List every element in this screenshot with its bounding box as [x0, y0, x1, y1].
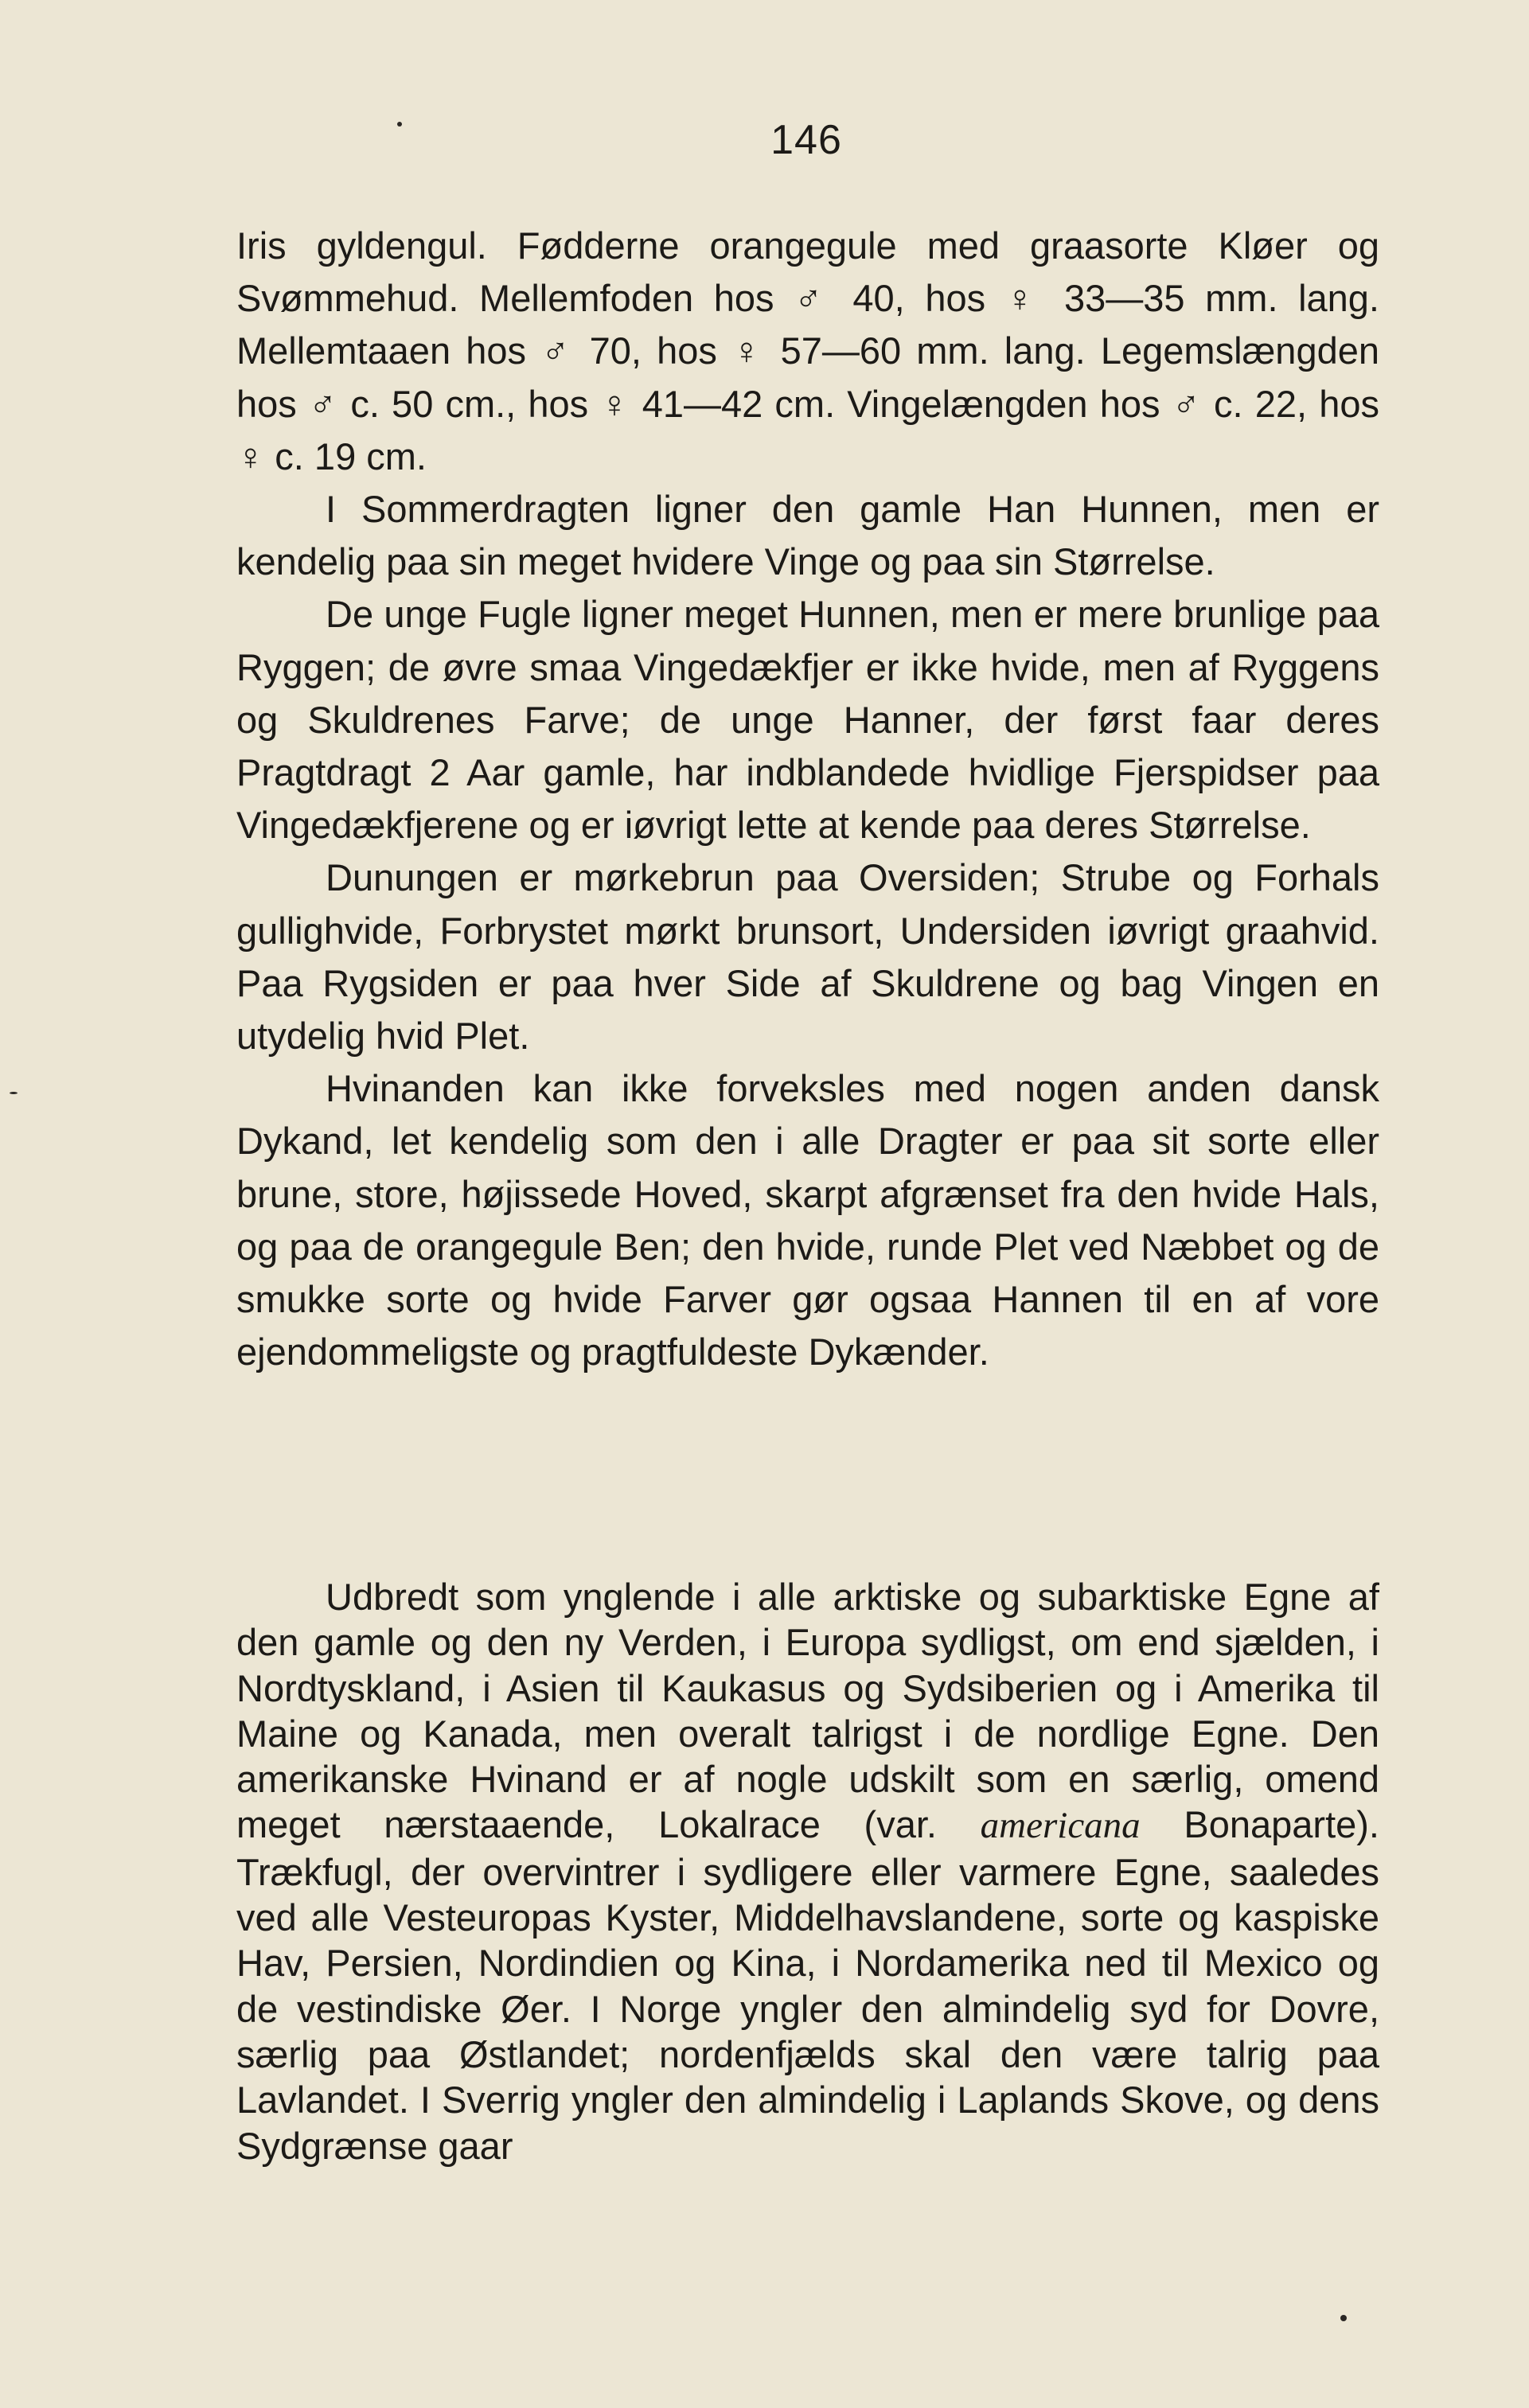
print-speck: [1340, 2315, 1347, 2321]
species-description: [236, 220, 1379, 1378]
paragraph-young-birds: De unge Fugle ligner meget Hunnen, men er mere brunlige paa Ryggen; de øvre smaa Vingedækfjer er ikke hvide, men af Ryggens og Skuldrenes Farve; de unge Hanner, der først faar deres Pragtdragt 2 Aar gamle, har indblandede hvidlige Fjerspidser paa Vingedækfjerene og er iøvrigt lette at kende paa deres Størrelse.: [236, 593, 1379, 847]
print-speck: [10, 1092, 18, 1094]
distribution-italic-name: americana: [980, 1805, 1141, 1847]
print-speck: [397, 122, 402, 127]
distribution-text-before: Udbredt som ynglende i alle arktiske og subarktiske Egne af den gamle og den ny Verden, i Europa sydligst, om end sjælden, i Nordtyskland, i Asien til Kaukasus og Sydsiberien og i Amerika til Maine og Kanada, men overalt talrigst i de nordlige Egne. Den amerikanske Hvinand er af nogle udskilt som en særlig, omend meget nærstaaende, Lokalrace (var.: [236, 1576, 1379, 1846]
paragraph-measurements: Iris gyldengul. Fødderne orangegule med graasorte Kløer og Svømmehud. Mellemfoden hos ♂ 40, hos ♀ 33—35 mm. lang. Mellemtaaen hos ♂ 70, hos ♀ 57—60 mm. lang. Legemslængden hos ♂ c. 50 cm., hos ♀ 41—42 cm. Vingelængden hos ♂ c. 22, hos ♀ c. 19 cm.: [236, 224, 1379, 477]
paragraph-summer-plumage: I Sommerdragten ligner den gamle Han Hunnen, men er kendelig paa sin meget hvidere Vinge og paa sin Størrelse.: [236, 488, 1379, 583]
paragraph-downy-young: Dunungen er mørkebrun paa Oversiden; Strube og Forhals gullighvide, Forbrystet mørkt brunsort, Undersiden iøvrigt graahvid. Paa Rygsiden er paa hver Side af Skuldrene og bag Vingen en utydelig hvid Plet.: [236, 856, 1379, 1058]
distribution-text-after: Bonaparte). Trækfugl, der overvintrer i sydligere eller varmere Egne, saaledes ved alle Vesteuropas Kyster, Middelhavslandene, sorte og kaspiske Hav, Persien, Nordindien og Kina, i Nordamerika ned til Mexico og de vestindiske Øer. I Norge yngler den almindelig syd for Dovre, særlig paa Østlandet; nordenfjælds skal den være talrig paa Lavlandet. I Sverrig yngler den almindelig i Laplands Skove, og dens Sydgrænse gaar: [236, 1803, 1379, 2167]
page-number: 146: [770, 117, 842, 163]
paragraph-identification: Hvinanden kan ikke forveksles med nogen anden dansk Dykand, let kendelig som den i alle Dragter er paa sit sorte eller brune, store, højissede Hoved, skarpt afgrænset fra den hvide Hals, og paa de orangegule Ben; den hvide, runde Plet ved Næbbet og de smukke sorte og hvide Farver gør ogsaa Hannen til en af vore ejendommeligste og pragtfuldeste Dykænder.: [236, 1067, 1379, 1373]
distribution-section: [236, 1574, 1379, 2168]
paragraph-distribution: [236, 1574, 1379, 2168]
